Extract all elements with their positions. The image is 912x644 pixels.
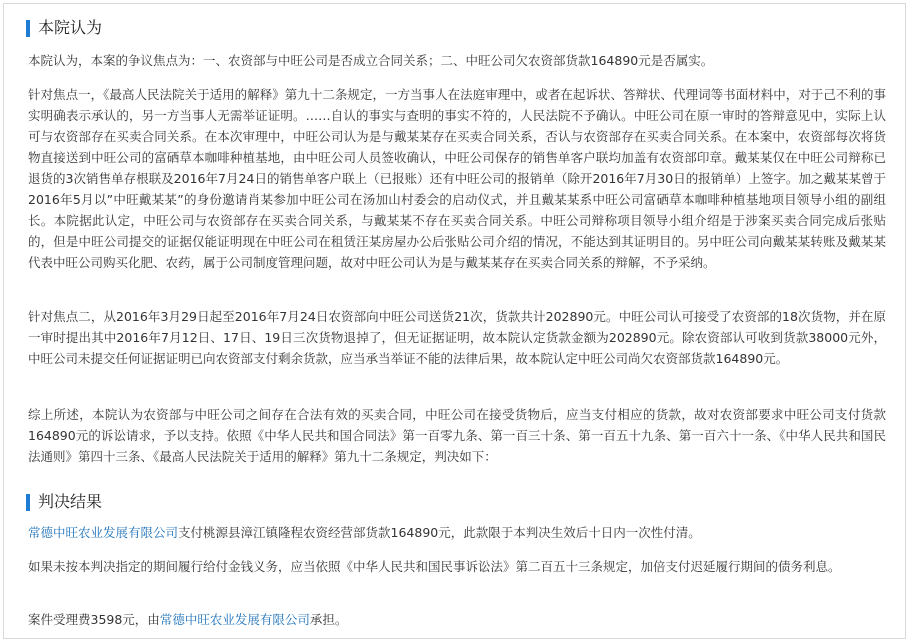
section-title: 判决结果 <box>38 492 103 511</box>
company-link[interactable]: 常德中旺农业发展有限公司 <box>159 612 310 627</box>
company-link[interactable]: 常德中旺农业发展有限公司 <box>28 525 179 540</box>
opinion-paragraph-4: 综上所述，本院认为农资部与中旺公司之间存在合法有效的买卖合同，中旺公司在接受货物后，应当支付相应的货款，故对农资部要求中旺公司支付货款164890元的诉讼请求，予以支持。依照《中华人民共和国合同法》第一百零九条、第一百三十条、第一百五十九条、第一百六十一条、《中华人民共和国民法通则》第四十三条、《最高人民法院关于适用的解释》第九十二条规定，判决如下： <box>28 407 886 464</box>
section-heading-court-opinion <box>26 18 102 38</box>
section-title: 本院认为 <box>38 18 103 37</box>
section-heading-judgment-result <box>26 492 102 512</box>
opinion-paragraph-1: 本院认为，本案的争议焦点为：一、农资部与中旺公司是否成立合同关系；二、中旺公司欠农资部货款164890元是否属实。 <box>28 53 714 68</box>
judgment-paragraph-3 <box>28 609 886 630</box>
heading-accent-bar <box>26 494 30 511</box>
opinion-paragraph-3: 针对焦点二，从2016年3月29日起至2016年7月24日农资部向中旺公司送货21次，货款共计202890元。中旺公司认可接受了农资部的18次货物，并在原一审时提出其中2016年7月12日、17日、19日三次货物退掉了，但无证据证明，故本院认定货款金额为202890元。除农资部认可收到货款38000元外，中旺公司未提交任何证据证明已向农资部支付剩余货款，应当承当举证不能的法律后果，故本院认定中旺公司尚欠农资部货款164890元。 <box>28 309 886 366</box>
opinion-paragraph-2: 针对焦点一，《最高人民法院关于适用的解释》第九十二条规定，一方当事人在法庭审理中，或者在起诉状、答辩状、代理词等书面材料中，对于己不利的事实明确表示承认的，另一方当事人无需举证证明。……自认的事实与查明的事实不符的，人民法院不予确认。中旺公司在原一审时的答辩意见中，实际上认可与农资部存在买卖合同关系。在本次审理中，中旺公司认为是与戴某某存在买卖合同关系，否认与农资部存在买卖合同关系。在本案中，农资部每次将货物直接送到中旺公司的富硒草本咖啡种植基地，由中旺公司人员签收确认，中旺公司保存的销售单客户联均加盖有农资部印章。戴某某仅在中旺公司辩称已退货的3次销售单存根联及2016年7月24日的销售单客户联上（已报账）还有中旺公司的报销单（除开2016年7月30日的报销单）上签字。加之戴某某曾于2016年5月以”中旺戴某某”的身份邀请肖某参加中旺公司在汤加山村委会的启动仪式，并且戴某某系中旺公司富硒草本咖啡种植基地项目领导小组的副组长。本院据此认定，中旺公司与农资部存在买卖合同关系，与戴某某不存在买卖合同关系。中旺公司辩称项目领导小组介绍是于涉案买卖合同完成后张贴的，但是中旺公司提交的证据仅能证明现在中旺公司在租赁汪某房屋办公后张贴公司介绍的情况，不能达到其证明目的。另中旺公司向戴某某转账及戴某某代表中旺公司购买化肥、农药，属于公司制度管理问题，故对中旺公司认为是与戴某某存在买卖合同关系的辩解，不予采纳。 <box>28 87 886 270</box>
fee-text-prefix: 案件受理费3598元，由 <box>28 612 160 627</box>
judgment-text: 支付桃源县漳江镇隆程农资经营部货款164890元，此款限于本判决生效后十日内一次性付清。 <box>178 525 701 540</box>
judgment-paragraph-1 <box>28 522 886 543</box>
judgment-paragraph-2: 如果未按本判决指定的期间履行给付金钱义务，应当依照《中华人民共和国民事诉讼法》第二百五十三条规定，加倍支付迟延履行期间的债务利息。 <box>28 559 841 574</box>
heading-accent-bar <box>26 20 30 37</box>
fee-text-suffix: 承担。 <box>309 612 348 627</box>
judgment-panel <box>3 3 906 639</box>
